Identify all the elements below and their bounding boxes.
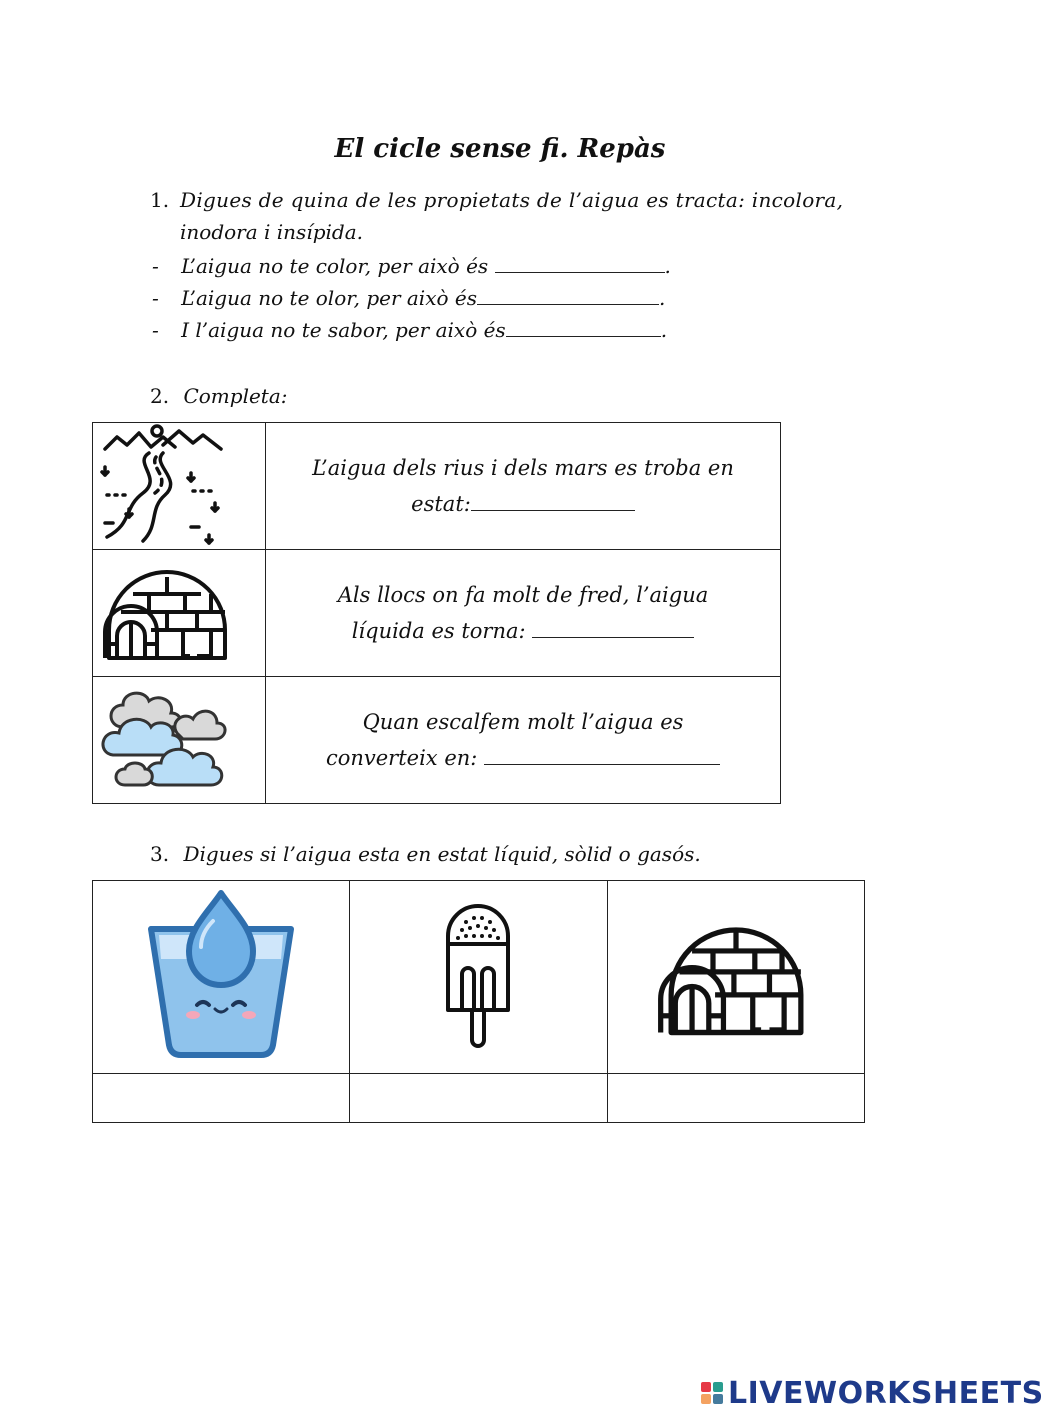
item-end: . (658, 286, 666, 310)
table-row (93, 881, 865, 1074)
text-cell (266, 677, 781, 804)
question-3-number: 3. (150, 842, 170, 866)
logo-text: LIVEWORKSHEETS (728, 1375, 1044, 1411)
row-text: Quan escalfem molt l’aigua es (362, 710, 684, 734)
image-cell (607, 881, 864, 1074)
question-3-text: Digues si l’aigua esta en estat líquid, sòlid o gasós. (183, 842, 701, 866)
answer-cell[interactable] (350, 1074, 607, 1123)
item-text: I l’aigua no te sabor, per això és (181, 318, 506, 342)
image-cell (350, 881, 607, 1074)
question-1-text: Digues de quina de les propietats de l’aigua es tracta: incolora, (180, 188, 844, 212)
question-2 (150, 380, 288, 412)
answer-blank[interactable] (495, 250, 665, 273)
image-cell (93, 677, 266, 804)
question-2-label: Completa: (183, 384, 288, 408)
text-cell (266, 550, 781, 677)
row-text: L’aigua dels rius i dels mars es troba en (312, 456, 734, 480)
row-text-cont: converteix en: (325, 746, 485, 770)
igloo-icon (93, 550, 265, 672)
completion-table (92, 422, 781, 804)
item-text: L’aigua no te color, per això és (181, 254, 495, 278)
image-cell (93, 881, 350, 1074)
answer-blank[interactable] (471, 488, 635, 511)
row-text-cont: estat: (411, 492, 471, 516)
table-row (93, 423, 781, 550)
item-end: . (664, 254, 671, 278)
question-1-item (152, 314, 667, 346)
table-row (93, 1074, 865, 1123)
table-row (93, 677, 781, 804)
answer-blank[interactable] (506, 314, 661, 337)
river-landscape-icon (93, 423, 265, 545)
bullet-dash: - (152, 254, 159, 278)
item-text: L’aigua no te olor, per això és (181, 286, 477, 310)
text-cell (266, 423, 781, 550)
liveworksheets-logo (700, 1376, 1044, 1410)
question-1-number: 1. (150, 188, 170, 212)
answer-blank[interactable] (484, 742, 720, 765)
state-table (92, 880, 865, 1123)
worksheet-title: El cicle sense fi. Repàs (334, 134, 666, 164)
image-cell (93, 423, 266, 550)
bullet-dash: - (152, 286, 159, 310)
popsicle-icon (438, 900, 518, 1050)
question-3 (150, 838, 701, 870)
question-1-text-cont: inodora i insípida. (180, 220, 363, 244)
item-end: . (660, 318, 668, 342)
igloo-icon (646, 907, 826, 1043)
question-2-number: 2. (150, 384, 170, 408)
answer-cell[interactable] (607, 1074, 864, 1123)
bullet-dash: - (152, 318, 159, 342)
question-1-item (152, 282, 665, 314)
row-text-cont: líquida es torna: (351, 619, 533, 643)
water-glass-icon (141, 889, 301, 1061)
logo-icon (700, 1381, 724, 1405)
row-text: Als llocs on fa molt de fred, l’aigua (337, 583, 709, 607)
answer-blank[interactable] (477, 282, 659, 305)
image-cell (93, 550, 266, 677)
clouds-icon (93, 677, 265, 799)
table-row (93, 550, 781, 677)
answer-cell[interactable] (93, 1074, 350, 1123)
question-1-item (152, 250, 671, 282)
answer-blank[interactable] (532, 615, 694, 638)
question-1 (150, 184, 912, 248)
